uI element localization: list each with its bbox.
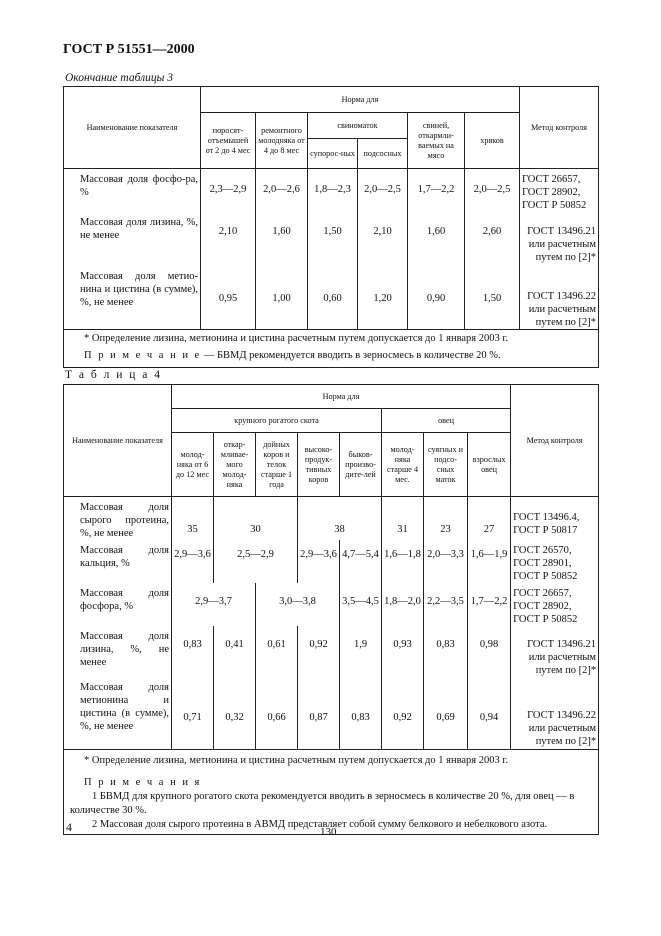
table-cell: 0,83 — [340, 677, 382, 749]
table-cell: 2,0—3,3 — [424, 540, 468, 583]
table-cell: 2,2—3,5 — [424, 583, 468, 626]
table-cell: 0,60 — [308, 266, 358, 330]
t4-header-sub: быков-произво-дите-лей — [340, 433, 382, 497]
table-cell: 1,60 — [256, 212, 308, 266]
table-cell: 1,7—2,2 — [468, 583, 511, 626]
table-cell-method: ГОСТ 13496.4, ГОСТ Р 50817 — [511, 497, 599, 541]
table4-label: Т а б л и ц а 4 — [65, 369, 163, 381]
t4-header-sub: взрослых овец — [468, 433, 511, 497]
table-cell: 4,7—5,4 — [340, 540, 382, 583]
table-row-label: Массовая доля фосфо-ра, % — [64, 169, 201, 213]
table-cell: 2,5—2,9 — [214, 540, 298, 583]
t4-header-sub: откар-мливае-мого молод-няка — [214, 433, 256, 497]
table3-notes — [64, 330, 599, 368]
table-cell: 2,10 — [201, 212, 256, 266]
table-cell: 2,10 — [358, 212, 408, 266]
table-row-label: Массовая доля лизина, %, не менее — [64, 212, 201, 266]
table4-footnote: * Определение лизина, метионина и цистина расчетным путем допускается до 1 января 2003 г. — [84, 754, 509, 766]
t4-header-sub: молод-няка от 6 до 12 мес — [172, 433, 214, 497]
table-cell-method: ГОСТ 13496.21 или расчетным путем по [2]* — [511, 626, 599, 677]
table-cell-method: ГОСТ 13496.21 или расчетным путем по [2]* — [520, 212, 599, 266]
table3 — [63, 86, 599, 368]
t3-header-piglets: поросят-отъемышей от 2 до 4 мес — [201, 113, 256, 169]
table-cell: 1,50 — [465, 266, 520, 330]
table-cell: 38 — [298, 497, 382, 541]
t4-header-method: Метод контроля — [511, 385, 599, 497]
t4-header-norm: Норма для — [172, 385, 511, 409]
table-cell: 0,83 — [424, 626, 468, 677]
table-cell: 0,41 — [214, 626, 256, 677]
table-cell: 0,69 — [424, 677, 468, 749]
table-cell: 3,0—3,8 — [256, 583, 340, 626]
table-row-label: Массовая доля кальция, % — [64, 540, 172, 583]
table4-note-1: 1 БВМД для крупного рогатого скота рекомендуется вводить в зерносмесь в количестве 20 %, для овец — в количестве 30 %. — [70, 790, 575, 816]
table4-notes — [64, 749, 599, 834]
t3-header-norm: Норма для — [201, 87, 520, 113]
table-row-label: Массовая доля метионина и цистина (в сумме), %, не менее — [64, 677, 172, 749]
table-cell: 0,92 — [298, 626, 340, 677]
notes-label: П р и м е ч а н и я — [84, 776, 202, 788]
table-cell: 2,0—2,5 — [358, 169, 408, 213]
table-cell: 30 — [214, 497, 298, 541]
table-cell-method: ГОСТ 26570, ГОСТ 28901, ГОСТ Р 50852 — [511, 540, 599, 583]
table-row-label: Массовая доля сырого протеина, %, не менее — [64, 497, 172, 541]
table-cell: 2,0—2,6 — [256, 169, 308, 213]
page-number-left: 4 — [66, 820, 72, 834]
t3-header-name: Наименование показателя — [64, 87, 201, 169]
table3-caption: Окончание таблицы 3 — [65, 72, 173, 84]
note-label: П р и м е ч а н и е — [84, 350, 202, 361]
document-title: ГОСТ Р 51551—2000 — [63, 42, 195, 57]
table-cell: 0,98 — [468, 626, 511, 677]
table-cell: 2,9—3,7 — [172, 583, 256, 626]
table-cell: 2,0—2,5 — [465, 169, 520, 213]
table-cell: 1,6—1,9 — [468, 540, 511, 583]
table-row-label: Массовая доля фосфора, % — [64, 583, 172, 626]
table-cell: 0,95 — [201, 266, 256, 330]
table-row-label: Массовая доля лизина, %, не менее — [64, 626, 172, 677]
t4-header-sub: суягных и подсо-сных маток — [424, 433, 468, 497]
t4-header-name: Наименование показателя — [64, 385, 172, 497]
table-cell: 1,60 — [408, 212, 465, 266]
table-cell: 1,20 — [358, 266, 408, 330]
table-cell: 35 — [172, 497, 214, 541]
table-cell: 1,8—2,0 — [382, 583, 424, 626]
t3-header-sows-nursing: подсосных — [358, 139, 408, 169]
table-cell: 0,92 — [382, 677, 424, 749]
table-cell: 27 — [468, 497, 511, 541]
table-row-label: Массовая доля метио-нина и цистина (в сумме), %, не менее — [64, 266, 201, 330]
table-cell: 0,71 — [172, 677, 214, 749]
t3-header-sows: свиноматок — [308, 113, 408, 139]
note-text: — БВМД рекомендуется вводить в зерносмесь в количестве 20 %. — [201, 350, 501, 361]
t3-header-young: ремонтного молодняка от 4 до 8 мес — [256, 113, 308, 169]
page-number-center: 130 — [320, 826, 337, 838]
table-cell: 0,87 — [298, 677, 340, 749]
t4-header-sub: высоко-продук-тивных коров — [298, 433, 340, 497]
table-cell: 1,7—2,2 — [408, 169, 465, 213]
t3-header-method: Метод контроля — [520, 87, 599, 169]
t3-header-fattening: свиней, откармли-ваемых на мясо — [408, 113, 465, 169]
table-cell: 2,60 — [465, 212, 520, 266]
table4-note-2: 2 Массовая доля сырого протеина в АВМД представляет собой сумму белкового и небелкового азота. — [92, 818, 548, 830]
table-cell: 1,8—2,3 — [308, 169, 358, 213]
table-cell: 31 — [382, 497, 424, 541]
t4-header-sheep: овец — [382, 409, 511, 433]
table-cell: 3,5—4,5 — [340, 583, 382, 626]
t4-header-sub: молод-няка старше 4 мес. — [382, 433, 424, 497]
table-cell: 1,50 — [308, 212, 358, 266]
table-cell: 1,6—1,8 — [382, 540, 424, 583]
table-cell: 0,61 — [256, 626, 298, 677]
table-cell: 0,93 — [382, 626, 424, 677]
table-cell: 0,90 — [408, 266, 465, 330]
table-cell-method: ГОСТ 26657, ГОСТ 28902, ГОСТ Р 50852 — [511, 583, 599, 626]
table-cell-method: ГОСТ 13496.22 или расчетным путем по [2]* — [520, 266, 599, 330]
t4-header-cattle: крупного рогатого скота — [172, 409, 382, 433]
table4 — [63, 384, 599, 835]
t4-header-sub: дойных коров и телок старше 1 года — [256, 433, 298, 497]
table-cell: 1,9 — [340, 626, 382, 677]
table-cell: 0,94 — [468, 677, 511, 749]
table-cell: 1,00 — [256, 266, 308, 330]
table-cell-method: ГОСТ 26657, ГОСТ 28902, ГОСТ Р 50852 — [520, 169, 599, 213]
table-cell: 2,9—3,6 — [298, 540, 340, 583]
t3-header-sows-pregnant: супорос-ных — [308, 139, 358, 169]
table-cell: 0,83 — [172, 626, 214, 677]
table-cell: 0,66 — [256, 677, 298, 749]
table-cell: 23 — [424, 497, 468, 541]
table-cell: 2,3—2,9 — [201, 169, 256, 213]
table-cell: 2,9—3,6 — [172, 540, 214, 583]
t3-header-boars: хряков — [465, 113, 520, 169]
table3-footnote: * Определение лизина, метионина и цистина расчетным путем допускается до 1 января 2003 г. — [84, 333, 509, 344]
table3-note — [70, 349, 592, 363]
table-cell: 0,32 — [214, 677, 256, 749]
table-cell-method: ГОСТ 13496.22 или расчетным путем по [2]* — [511, 677, 599, 749]
